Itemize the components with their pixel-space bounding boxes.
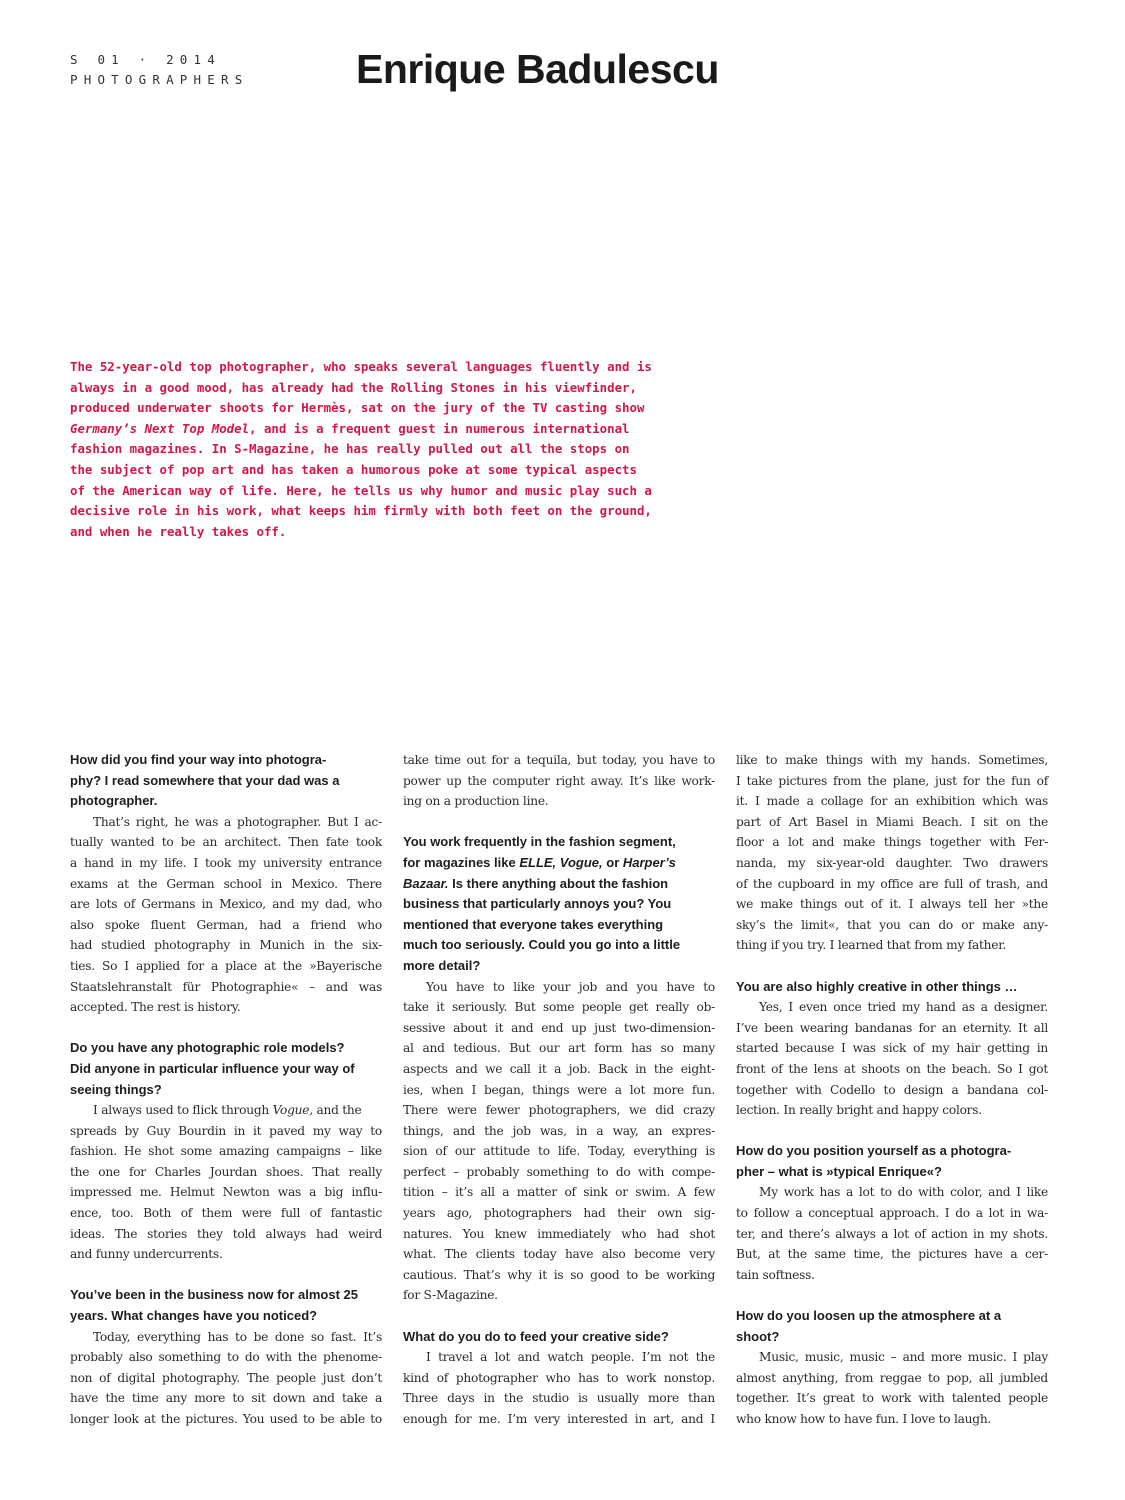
answer-line: tition – it’s all a matter of sink or swim. A few xyxy=(403,1185,715,1200)
answer-line: tually wanted to be an architect. Then fate took xyxy=(70,835,382,850)
intro-lede xyxy=(70,357,710,542)
answer-continued xyxy=(403,750,715,812)
answer-line: I travel a lot and watch people. I’m not the xyxy=(426,1350,715,1365)
answer-line: are lots of Germans in Mexico, and my dad, who xyxy=(70,897,382,912)
answer-line: There were fewer photographers, we did crazy xyxy=(403,1103,715,1118)
answer-line: perfect – probably something to do with compe- xyxy=(403,1164,715,1179)
answer xyxy=(403,977,715,1307)
intro-line: always in a good mood, has already had the Rolling Stones in his viewfinder, xyxy=(70,379,637,395)
answer-line: probably also something to do with the phenome- xyxy=(70,1350,382,1365)
answer-line: take time out for a tequila, but today, you have to xyxy=(403,753,715,767)
question-line xyxy=(403,874,715,895)
answer-line: what. The clients today have also become very xyxy=(403,1247,715,1262)
question-line: What do you do to feed your creative side? xyxy=(403,1328,669,1344)
answer-line: for S-Magazine. xyxy=(403,1288,498,1303)
magazine-title: Bazaar. xyxy=(403,875,449,891)
question xyxy=(70,750,382,812)
answer-line: front of the lens at shoots on the beach. So I got xyxy=(736,1061,1048,1076)
answer-line: Music, music, music – and more music. I play xyxy=(759,1350,1048,1365)
answer-line: who know how to have fun. I love to laugh. xyxy=(736,1412,992,1426)
answer-line: Three days in the studio is usually more than xyxy=(403,1391,715,1406)
answer-line: and funny undercurrents. xyxy=(70,1247,223,1262)
magazine-title: Harper’s xyxy=(622,854,676,870)
answer-line: lection. In really bright and happy colors. xyxy=(736,1103,982,1118)
answer-line: sion of our attitude to life. Today, everything is xyxy=(403,1144,715,1159)
question xyxy=(70,1285,382,1326)
question-line: How do you loosen up the atmosphere at a xyxy=(736,1308,1002,1324)
answer-text: and the xyxy=(312,1103,362,1118)
answer-line: ing on a production line. xyxy=(403,794,549,809)
answer-line: Today, everything has to be done so fast. It’s xyxy=(93,1329,382,1344)
question xyxy=(736,977,1048,998)
answer-line: enough for me. I’m very interested in art, and I xyxy=(403,1412,715,1426)
answer-line: part of Art Basel in Miami Beach. I sit on the xyxy=(736,814,1048,829)
question xyxy=(736,1306,1048,1347)
question-line: You work frequently in the fashion segment, xyxy=(403,834,676,850)
question-line: business that particularly annoys you? You xyxy=(403,896,672,912)
intro-line-text: , and is a frequent guest in numerous international xyxy=(249,420,630,436)
answer xyxy=(736,1347,1048,1429)
answer-line: tain softness. xyxy=(736,1267,815,1282)
intro-line xyxy=(70,419,710,440)
question-line: Did anyone in particular influence your way of xyxy=(70,1060,355,1076)
answer-line: also spoke fluent German, had a friend who xyxy=(70,917,382,932)
answer-line: together with Codello to design a bandana col- xyxy=(736,1082,1048,1097)
question-text: for magazines like xyxy=(403,854,520,870)
answer xyxy=(736,1182,1048,1285)
intro-line: and when he really takes off. xyxy=(70,523,287,539)
answer-line: had studied photography in Munich in the six- xyxy=(70,938,382,953)
answer-line: I’ve been wearing bandanas for an eternity. It all xyxy=(736,1020,1048,1035)
question-line: mentioned that everyone takes everything xyxy=(403,916,664,932)
question-line: much too seriously. Could you go into a little xyxy=(403,937,681,953)
section-label: PHOTOGRAPHERS xyxy=(70,72,249,87)
show-title: Germany’s Next Top Model xyxy=(70,420,250,436)
answer-line: al and tedious. But our art form has so many xyxy=(403,1041,715,1056)
question-line: You are also highly creative in other things … xyxy=(736,978,1018,994)
answer-line: years ago, photographers had their own sig- xyxy=(403,1206,715,1221)
question-line: phy? I read somewhere that your dad was a xyxy=(70,772,340,788)
answer-line: ties. So I applied for a place at the »Bayerische xyxy=(70,958,382,973)
answer-line: started because I was sick of my hair getting in xyxy=(736,1041,1048,1056)
answer-line xyxy=(70,1100,382,1121)
answer-text: I always used to flick through xyxy=(93,1103,273,1118)
magazine-title: Vogue, xyxy=(272,1103,313,1118)
question-text: Is there anything about the fashion xyxy=(448,875,669,891)
intro-line: The 52-year-old top photographer, who speaks several languages fluently and is xyxy=(70,359,652,374)
answer-line: My work has a lot to do with color, and I like xyxy=(759,1185,1048,1200)
question-line: years. What changes have you noticed? xyxy=(70,1308,318,1324)
answer-line: spreads by Guy Bourdin in it paved my way to xyxy=(70,1123,382,1138)
question-line: more detail? xyxy=(403,957,481,973)
answer-line: aspects and we call it a job. Back in the eight- xyxy=(403,1061,715,1076)
answer-line: thing if you try. I learned that from my father. xyxy=(736,938,1007,953)
magazine-titles: ELLE, Vogue, xyxy=(519,854,603,870)
answer xyxy=(70,1327,382,1430)
answer-line: power up the computer right away. It’s like work- xyxy=(403,773,715,788)
answer-line: to follow a conceptual approach. I do a lot in wa- xyxy=(736,1206,1048,1221)
answer xyxy=(736,997,1048,1121)
question-line: How do you position yourself as a photogra- xyxy=(736,1143,1012,1159)
question xyxy=(403,832,715,976)
issue-number: S 01 · 2014 xyxy=(70,52,221,67)
answer-line: ies, when I began, things were a lot more fun. xyxy=(403,1082,715,1097)
question-line: photographer. xyxy=(70,793,158,809)
answer-line: non of digital photography. The people just don’t xyxy=(70,1370,382,1385)
intro-line: of the American way of life. Here, he tells us why humor and music play such a xyxy=(70,482,652,498)
answer-line: kind of photographer who has to work nonstop. xyxy=(403,1370,715,1385)
question xyxy=(70,1038,382,1100)
answer-line: almost anything, from reggae to pop, all jumbled xyxy=(736,1370,1048,1385)
answer-line: have the time any more to sit down and take a xyxy=(70,1391,382,1406)
question-line: seeing things? xyxy=(70,1081,162,1097)
answer-line: But, at the same time, the pictures have a cer- xyxy=(736,1247,1048,1262)
intro-line: the subject of pop art and has taken a humorous poke at some typical aspects xyxy=(70,461,637,477)
answer-line: take it seriously. But some people get really ob- xyxy=(403,1000,715,1015)
article-column-2 xyxy=(403,750,715,1430)
intro-line: produced underwater shoots for Hermès, sat on the jury of the TV casting show xyxy=(70,400,645,416)
answer-line: exams at the German school in Mexico. There xyxy=(70,876,382,891)
question-line: shoot? xyxy=(736,1328,780,1344)
answer-line: like to make things with my hands. Sometimes, xyxy=(736,753,1048,767)
question-line: pher – what is »typical Enrique«? xyxy=(736,1163,942,1179)
answer-line: things, and the job was, in a way, an expres- xyxy=(403,1123,715,1138)
answer-line: ter, and there’s always a lot of action in my shots. xyxy=(736,1226,1048,1241)
answer-line: floor a lot and make things together with Fer- xyxy=(736,835,1048,850)
answer-continued xyxy=(736,750,1048,956)
answer-line: natures. You knew immediately who had shot xyxy=(403,1226,715,1241)
answer-line: nanda, my six-year-old daughter. Two drawers xyxy=(736,855,1048,870)
answer-line: You have to like your job and you have to xyxy=(426,979,715,994)
answer-line: sky’s the limit«, that you can do or make any- xyxy=(736,917,1048,932)
answer-line: a hand in my life. I took my university entrance xyxy=(70,855,382,870)
article-column-1 xyxy=(70,750,382,1430)
question xyxy=(736,1141,1048,1182)
question-line: How did you find your way into photogra- xyxy=(70,752,327,767)
answer-line: Yes, I even once tried my hand as a designer. xyxy=(759,1000,1048,1015)
answer-line: the one for Charles Jourdan shoes. That really xyxy=(70,1164,382,1179)
intro-line: fashion magazines. In S-Magazine, he has really pulled out all the stops on xyxy=(70,441,630,457)
answer-line: accepted. The rest is history. xyxy=(70,1000,241,1015)
answer-line: ideas. The stories they told always had weird xyxy=(70,1226,382,1241)
article-column-3 xyxy=(736,750,1048,1430)
question-text: or xyxy=(602,854,623,870)
answer-line: I take pictures from the plane, just for the fun of xyxy=(736,773,1048,788)
answer xyxy=(70,1100,382,1265)
answer-line: That’s right, he was a photographer. But I ac- xyxy=(93,814,382,829)
answer-line: sessive about it and end up just two-dimension- xyxy=(403,1020,715,1035)
answer xyxy=(70,812,382,1018)
question-line xyxy=(403,853,715,874)
answer-line: ence, too. Both of them were full of fantastic xyxy=(70,1206,382,1221)
answer-line: we make things out of it. I always tell her »the xyxy=(736,897,1048,912)
answer-line: fashion. He shot some amazing campaigns – like xyxy=(70,1144,382,1159)
answer-line: it. I made a collage for an exhibition which was xyxy=(736,794,1048,809)
answer xyxy=(403,1347,715,1429)
page-title: Enrique Badulescu xyxy=(356,46,719,92)
answer-line: together. It’s great to work with talented people xyxy=(736,1391,1048,1406)
question xyxy=(403,1327,715,1348)
issue-kicker xyxy=(70,50,248,90)
answer-line: impressed me. Helmut Newton was a big influ- xyxy=(70,1185,382,1200)
question-line: Do you have any photographic role models? xyxy=(70,1040,345,1056)
question-line: You’ve been in the business now for almost 25 xyxy=(70,1287,358,1303)
answer-line: longer look at the pictures. You used to be able to xyxy=(70,1412,382,1426)
answer-line: of the cupboard in my office are full of trash, and xyxy=(736,876,1048,891)
answer-line: Staatslehranstalt für Photographie« – and was xyxy=(70,979,382,994)
intro-line: decisive role in his work, what keeps him firmly with both feet on the ground, xyxy=(70,503,652,519)
answer-line: cautious. That’s why it is so good to be working xyxy=(403,1267,715,1282)
